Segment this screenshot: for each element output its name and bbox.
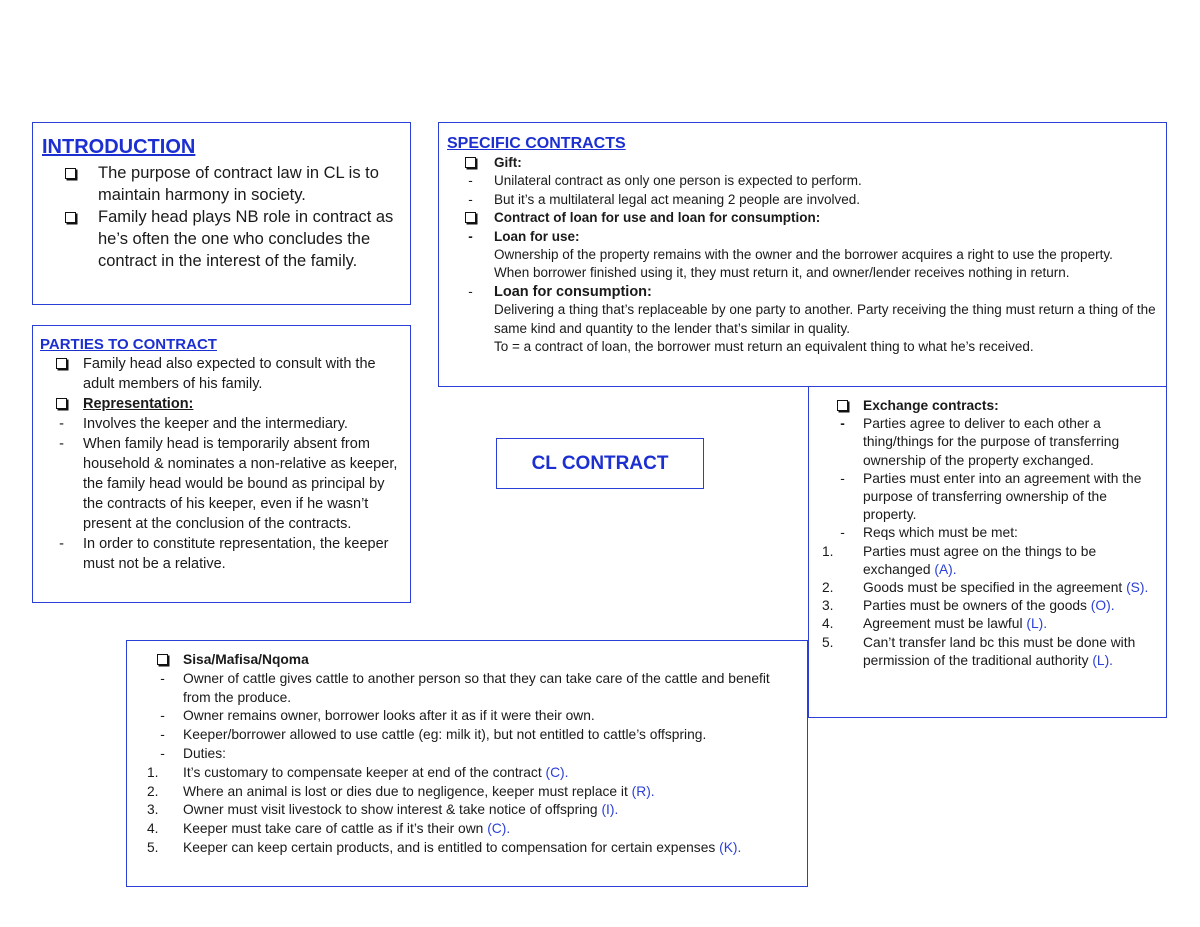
parties-heading: PARTIES TO CONTRACT xyxy=(40,336,217,353)
list-item xyxy=(40,434,400,534)
sisa-label: Sisa/Mafisa/Nqoma xyxy=(183,652,309,667)
list-item xyxy=(447,283,1158,301)
list-item xyxy=(822,470,1158,525)
mnemonic-code: (C). xyxy=(545,764,569,780)
specific-contracts-box xyxy=(438,122,1167,387)
list-item xyxy=(142,651,799,670)
list-item xyxy=(40,534,400,574)
list-item-text: Involves the keeper and the intermediary. xyxy=(83,416,348,432)
numbered-item-text: Parties must be owners of the goods xyxy=(863,598,1091,614)
list-item-text: In order to constitute representation, the keeper must not be a relative. xyxy=(83,536,389,572)
list-item xyxy=(822,524,1158,542)
numbered-item-text: Keeper must take care of cattle as if it’s their own xyxy=(183,821,488,837)
loan-for-use-label: Loan for use: xyxy=(494,228,580,244)
dash-bullet: - xyxy=(160,670,165,686)
mnemonic-code: (L). xyxy=(1026,616,1048,632)
list-item xyxy=(142,707,799,726)
list-item-text: The purpose of contract law in CL is to maintain harmony in society. xyxy=(98,164,379,204)
list-item-text: Parties agree to deliver to each other a thing/things for the purpose of transferring ownership of the property exchanged. xyxy=(863,416,1120,468)
mnemonic-code: (O). xyxy=(1090,598,1115,614)
item-number: 4. xyxy=(147,821,159,837)
list-item-text: Unilateral contract as only one person is expected to perform. xyxy=(494,173,862,189)
list-item xyxy=(142,670,799,708)
item-number: 3. xyxy=(147,802,159,818)
dash-bullet: - xyxy=(468,191,473,207)
list-item xyxy=(40,354,400,394)
list-item xyxy=(142,745,799,764)
numbered-item xyxy=(142,764,799,783)
dash-bullet: - xyxy=(59,416,64,432)
dash-bullet: - xyxy=(160,708,165,724)
mnemonic-code: (S). xyxy=(1126,580,1149,596)
numbered-item-text: Goods must be specified in the agreement xyxy=(863,580,1127,596)
mnemonic-code: (C). xyxy=(487,821,511,837)
checkbox-bullet-icon xyxy=(822,397,863,415)
checkbox-bullet-icon xyxy=(42,162,98,184)
exchange-contracts-label: Exchange contracts: xyxy=(863,398,999,413)
list-item xyxy=(42,162,400,206)
list-item-text: Parties must enter into an agreement with the purpose of transferring ownership of the property. xyxy=(863,470,1142,523)
list-item-text: Owner of cattle gives cattle to another person so that they can take care of the cattle and benefit from the produce. xyxy=(183,670,770,705)
dash-bullet: - xyxy=(59,536,64,552)
numbered-item xyxy=(142,801,799,820)
numbered-item-text: Where an animal is lost or dies due to negligence, keeper must replace it xyxy=(183,783,632,799)
loan-for-use-return-text: When borrower finished using it, they must return it, and owner/lender receives nothing in return. xyxy=(494,265,1070,281)
numbered-item xyxy=(142,839,799,858)
loan-for-use-text: Ownership of the property remains with the owner and the borrower acquires a right to use the property. xyxy=(494,247,1113,263)
numbered-item-text: Keeper can keep certain products, and is entitled to compensation for certain expenses xyxy=(183,839,720,855)
numbered-item xyxy=(142,820,799,839)
checkbox-bullet-icon xyxy=(40,394,83,414)
item-number: 1. xyxy=(822,543,834,559)
numbered-item-text: Owner must visit livestock to show interest & take notice of offspring xyxy=(183,802,602,818)
list-item-text: Owner remains owner, borrower looks after it as if it were their own. xyxy=(183,708,595,724)
mnemonic-code: (L). xyxy=(1092,652,1114,668)
numbered-item xyxy=(822,543,1158,579)
paragraph xyxy=(447,338,1158,356)
dash-bullet: - xyxy=(59,436,64,452)
item-number: 1. xyxy=(147,764,159,780)
dash-bullet: - xyxy=(160,745,165,761)
checkbox-bullet-icon xyxy=(447,154,494,172)
loan-for-consumption-return-text: To = a contract of loan, the borrower must return an equivalent thing to what he’s received. xyxy=(494,339,1034,355)
list-item-text: But it’s a multilateral legal act meaning 2 people are involved. xyxy=(494,191,860,207)
representation-label: Representation: xyxy=(83,396,194,412)
numbered-item-text: Can’t transfer land bc this must be done with permission of the traditional authority xyxy=(863,634,1136,668)
loan-for-consumption-label: Loan for consumption: xyxy=(494,283,652,300)
item-number: 5. xyxy=(147,839,159,855)
list-item xyxy=(142,726,799,745)
paragraph xyxy=(447,301,1158,338)
mnemonic-code: (R). xyxy=(631,783,655,799)
item-number: 4. xyxy=(822,616,834,632)
list-item-text: Family head plays NB role in contract as he’s often the one who concludes the contract in the interest of the family. xyxy=(98,208,394,270)
dash-bullet: - xyxy=(468,283,473,299)
sisa-box xyxy=(126,640,808,887)
numbered-item xyxy=(822,579,1158,597)
parties-box xyxy=(32,325,411,603)
specific-contracts-heading: SPECIFIC CONTRACTS xyxy=(447,135,626,152)
numbered-item-text: It’s customary to compensate keeper at end of the contract xyxy=(183,764,546,780)
paragraph xyxy=(447,246,1158,264)
dash-bullet: - xyxy=(840,470,845,486)
dash-bullet: - xyxy=(840,416,845,432)
checkbox-bullet-icon xyxy=(447,209,494,227)
list-item-text: When family head is temporarily absent from household & nominates a non-relative as keeper, the family head would be bound as principal by the contracts of his keeper, even if he wasn’t present at the conclusion of the contracts. xyxy=(83,436,398,532)
introduction-heading: INTRODUCTION xyxy=(42,136,196,158)
list-item xyxy=(822,415,1158,470)
dash-bullet: - xyxy=(160,727,165,743)
numbered-item xyxy=(822,597,1158,615)
checkbox-bullet-icon xyxy=(142,651,183,670)
list-item xyxy=(447,172,1158,190)
list-item xyxy=(447,209,1158,227)
mnemonic-code: (I). xyxy=(601,802,619,818)
list-item xyxy=(447,228,1158,246)
dash-bullet: - xyxy=(468,228,473,244)
item-number: 3. xyxy=(822,598,834,614)
gift-label: Gift: xyxy=(494,155,522,170)
mnemonic-code: (A). xyxy=(934,561,957,577)
numbered-item xyxy=(822,634,1158,670)
list-item xyxy=(447,154,1158,172)
checkbox-bullet-icon xyxy=(40,354,83,374)
list-item xyxy=(40,414,400,434)
item-number: 5. xyxy=(822,634,834,650)
numbered-item-text: Parties must agree on the things to be exchanged xyxy=(863,543,1097,577)
list-item xyxy=(447,191,1158,209)
loan-for-consumption-text: Delivering a thing that’s replaceable by one party to another. Party receiving the thing must return a thing of the same kind and quantity to the lender that’s similar in quality. xyxy=(494,302,1156,336)
numbered-item xyxy=(822,615,1158,633)
numbered-item-text: Agreement must be lawful xyxy=(863,616,1027,632)
list-item-text: Family head also expected to consult with the adult members of his family. xyxy=(83,356,376,392)
list-item-text: Keeper/borrower allowed to use cattle (eg: milk it), but not entitled to cattle’s offspring. xyxy=(183,727,707,743)
paragraph xyxy=(447,264,1158,282)
introduction-box xyxy=(32,122,411,305)
list-item xyxy=(42,206,400,272)
item-number: 2. xyxy=(822,580,834,596)
loan-contract-label: Contract of loan for use and loan for consumption: xyxy=(494,210,821,226)
checkbox-bullet-icon xyxy=(42,206,98,228)
numbered-item xyxy=(142,783,799,802)
item-number: 2. xyxy=(147,783,159,799)
mnemonic-code: (K). xyxy=(719,839,742,855)
dash-bullet: - xyxy=(468,173,473,189)
list-item-text: Reqs which must be met: xyxy=(863,525,1018,541)
list-item xyxy=(822,397,1158,415)
list-item xyxy=(40,394,400,414)
list-item-text: Duties: xyxy=(183,745,226,761)
page-title: CL CONTRACT xyxy=(496,438,704,489)
exchange-contracts-box xyxy=(808,386,1167,718)
dash-bullet: - xyxy=(840,525,845,541)
